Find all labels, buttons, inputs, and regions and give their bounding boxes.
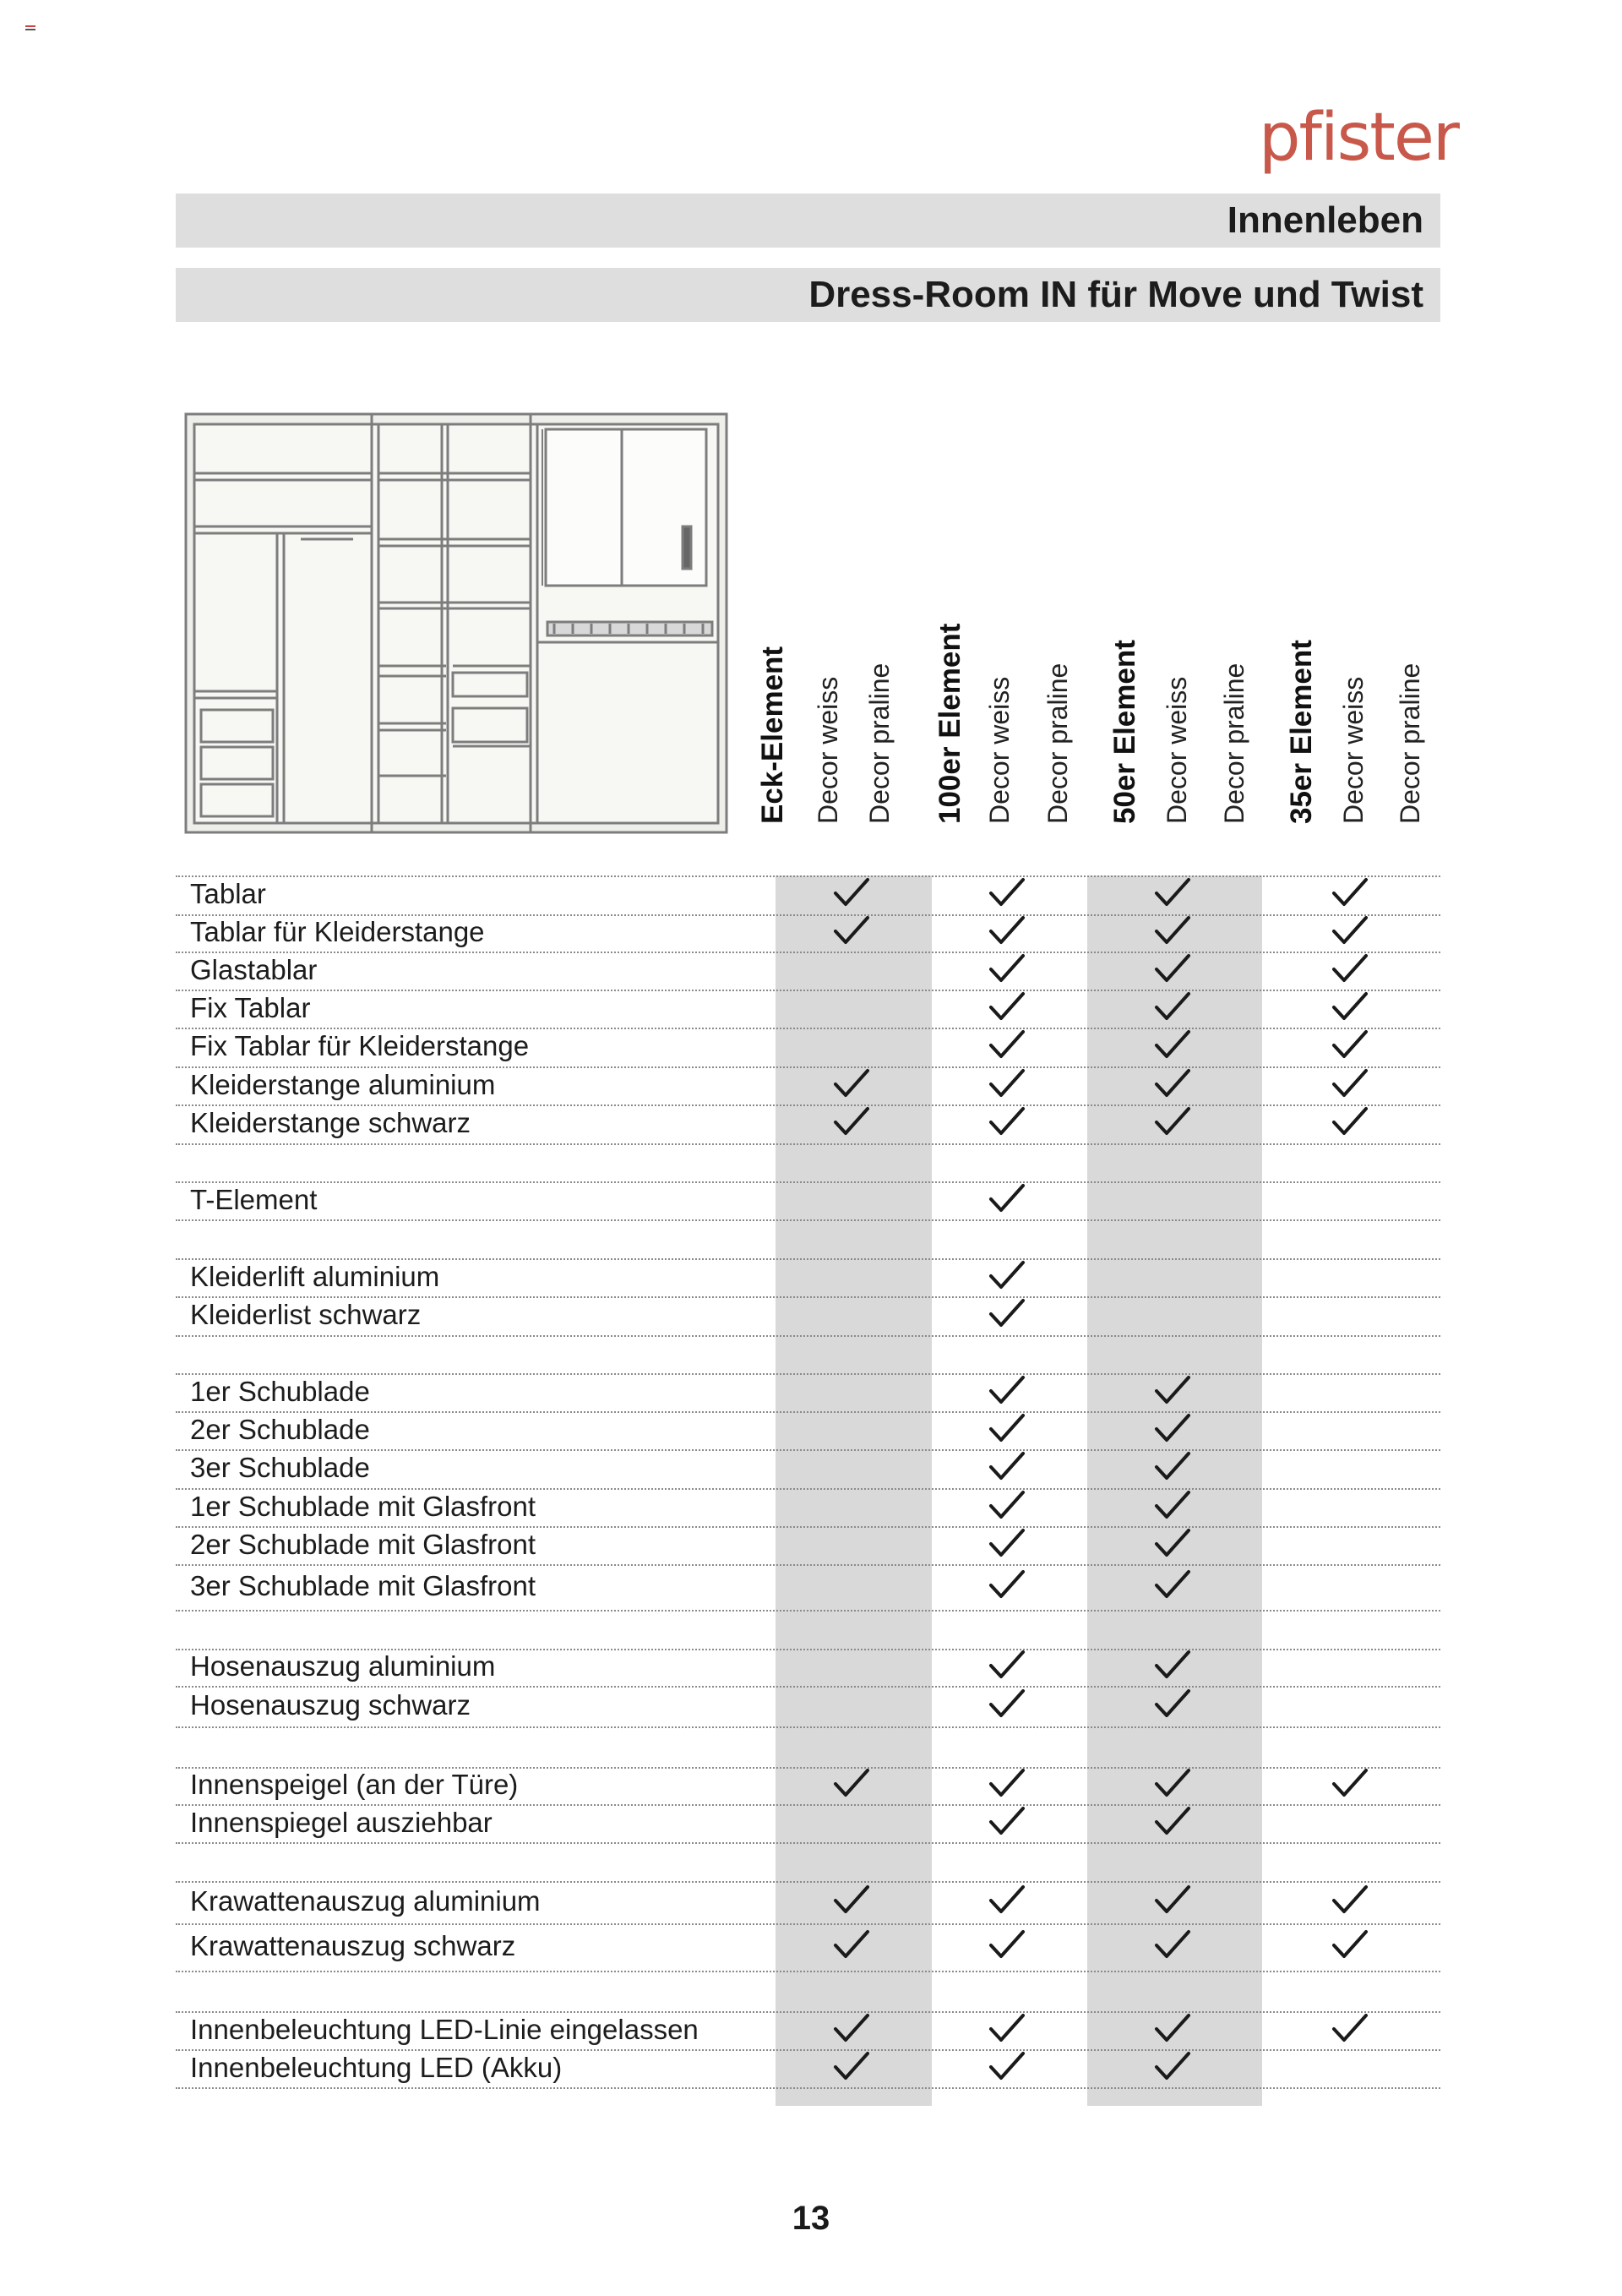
page-title: Dress-Room IN für Move und Twist [808,274,1423,315]
check-icon [1331,1067,1369,1101]
column-shade-eck [776,875,932,2106]
row-label: Kleiderlist schwarz [190,1299,422,1330]
row-label: 1er Schublade [190,1375,370,1407]
column-header: 35er Element [1285,640,1318,824]
check-icon [1153,1489,1192,1523]
row-label: Krawattenauszug aluminium [190,1885,541,1917]
check-icon [988,914,1026,948]
column-header: Decor weiss [813,676,843,824]
check-icon [832,1105,871,1139]
row-divider [176,1842,1440,1844]
column-header: Decor weiss [1162,676,1192,824]
row-label: Kleiderstange aluminium [190,1068,496,1100]
check-icon [988,1884,1026,1917]
row-divider [176,1686,1440,1688]
column-header: Eck-Element [756,646,789,824]
check-icon [1153,876,1192,910]
row-label: Hosenauszug aluminium [190,1650,496,1682]
column-header: Decor praline [1042,663,1073,824]
column-header: 50er Element [1108,640,1141,824]
check-icon [988,1450,1026,1484]
check-icon [988,990,1026,1024]
check-icon [1153,1527,1192,1561]
row-divider [176,1449,1440,1451]
check-icon [1153,1649,1192,1682]
check-icon [1153,1767,1192,1801]
row-label: 1er Schublade mit Glasfront [190,1490,536,1522]
check-icon [1153,1105,1192,1139]
row-divider [176,1610,1440,1612]
check-icon [988,1928,1026,1962]
check-icon [1153,1928,1192,1962]
check-icon [1331,990,1369,1024]
row-label: Krawattenauszug schwarz [190,1930,516,1961]
row-divider [176,1104,1440,1106]
row-divider [176,1971,1440,1972]
row-label: 2er Schublade mit Glasfront [190,1528,536,1560]
row-divider [176,990,1440,991]
check-icon [988,1489,1026,1523]
check-icon [1331,1767,1369,1801]
check-icon [988,1527,1026,1561]
row-divider [176,1181,1440,1183]
column-header: 100er Element [933,623,966,824]
check-icon [988,1182,1026,1216]
check-icon [832,1928,871,1962]
check-icon [832,2012,871,2046]
row-divider [176,1296,1440,1298]
check-icon [988,952,1026,986]
check-icon [988,1067,1026,1101]
check-icon [988,1297,1026,1331]
check-icon [832,914,871,948]
check-icon [988,1374,1026,1408]
check-icon [832,1767,871,1801]
row-label: Glastablar [190,953,318,985]
row-label: Fix Tablar [190,991,311,1023]
check-icon [988,1767,1026,1801]
check-icon [832,1067,871,1101]
row-label: Innenbeleuchtung LED (Akku) [190,2051,563,2083]
check-icon [1331,1884,1369,1917]
corner-mark [25,25,35,32]
check-icon [1331,2012,1369,2046]
row-label: Innenspeigel (an der Türe) [190,1769,519,1800]
row-divider [176,1881,1440,1883]
row-label: Kleiderlift aluminium [190,1260,440,1292]
row-label: Innenbeleuchtung LED-Linie eingelassen [190,2013,699,2045]
row-divider [176,952,1440,953]
row-label: T-Element [190,1183,318,1215]
check-icon [1331,1028,1369,1062]
check-icon [1153,1568,1192,1602]
row-divider [176,1335,1440,1337]
check-icon [1153,952,1192,986]
check-icon [1153,1450,1192,1484]
section-title: Innenleben [1227,199,1423,241]
brand-logo: pfister [1259,100,1458,176]
check-icon [832,876,871,910]
check-icon [1153,1412,1192,1446]
row-label: Innenspiegel ausziehbar [190,1806,493,1838]
check-icon [1331,1928,1369,1962]
check-icon [1153,990,1192,1024]
check-icon [988,1412,1026,1446]
row-divider [176,1028,1440,1029]
row-label: Kleiderstange schwarz [190,1107,471,1138]
check-icon [1331,914,1369,948]
check-icon [988,2012,1026,2046]
row-label: Tablar [190,878,266,909]
check-icon [988,1105,1026,1139]
check-icon [1153,2050,1192,2084]
column-header: Decor weiss [1338,676,1369,824]
row-label: Tablar für Kleiderstange [190,916,485,947]
check-icon [832,1884,871,1917]
row-divider [176,1219,1440,1221]
section-title-bar [176,194,1440,248]
check-icon [1153,2012,1192,2046]
check-icon [988,1649,1026,1682]
check-icon [1153,1374,1192,1408]
wardrobe-diagram-icon [184,412,729,835]
row-divider [176,875,1440,877]
row-divider [176,2087,1440,2089]
column-header: Decor praline [864,663,895,824]
check-icon [988,1028,1026,1062]
column-header: Decor weiss [984,676,1015,824]
row-label: 3er Schublade mit Glasfront [190,1570,536,1601]
row-label: 2er Schublade [190,1413,370,1445]
row-divider [176,1564,1440,1566]
row-label: 3er Schublade [190,1452,370,1483]
row-label: Hosenauszug schwarz [190,1689,471,1721]
row-divider [176,1143,1440,1145]
check-icon [1153,1805,1192,1839]
check-icon [832,2050,871,2084]
check-icon [988,1805,1026,1839]
check-icon [988,1259,1026,1293]
column-header: Decor praline [1219,663,1249,824]
column-header: Decor praline [1395,663,1425,824]
check-icon [988,876,1026,910]
check-icon [1153,1067,1192,1101]
check-icon [1331,952,1369,986]
check-icon [1153,1028,1192,1062]
page-number: 13 [792,2200,830,2237]
check-icon [988,1568,1026,1602]
row-label: Fix Tablar für Kleiderstange [190,1030,530,1061]
page-title-bar [176,268,1440,322]
check-icon [1153,914,1192,948]
row-divider [176,1726,1440,1728]
row-divider [176,1923,1440,1925]
check-icon [1331,1105,1369,1139]
check-icon [988,2050,1026,2084]
check-icon [1153,1884,1192,1917]
check-icon [1331,876,1369,910]
check-icon [988,1688,1026,1721]
check-icon [1153,1688,1192,1721]
